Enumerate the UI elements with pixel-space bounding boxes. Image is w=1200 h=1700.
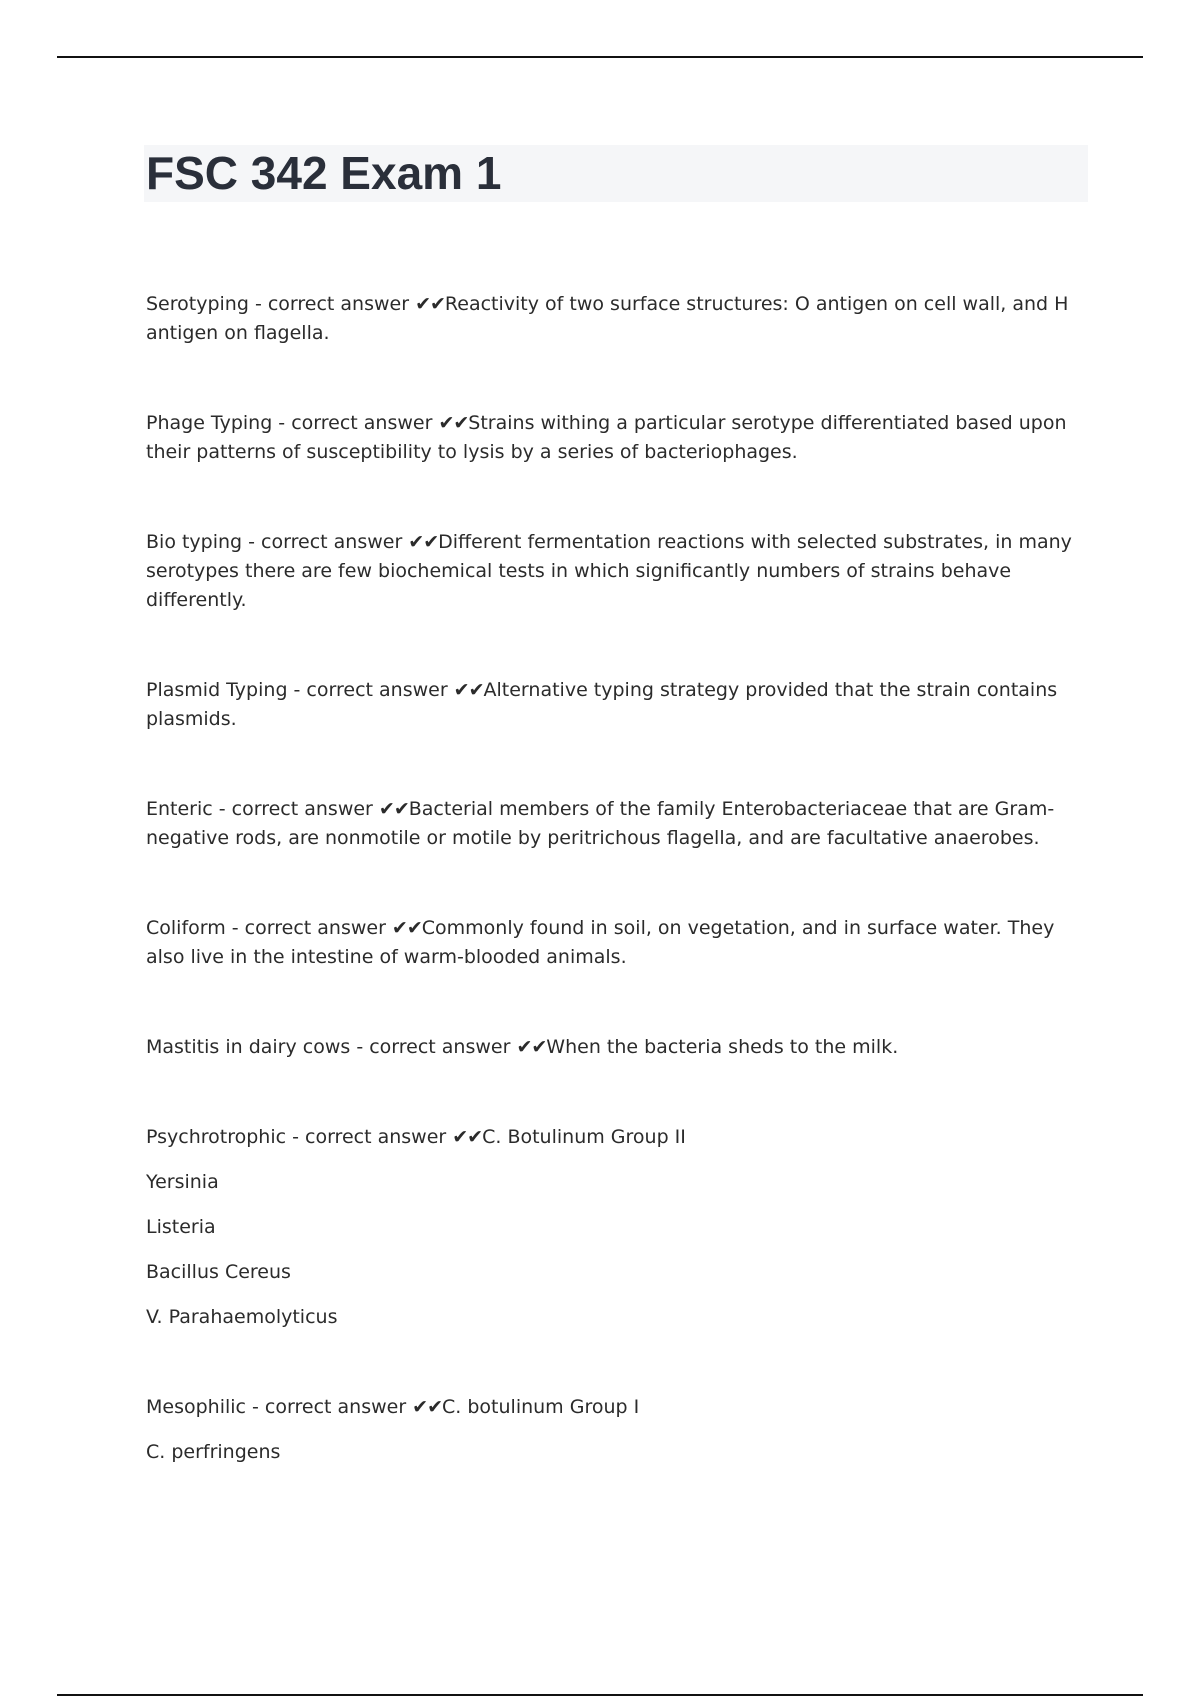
qa-separator: - correct answer [248, 293, 416, 315]
qa-extra-line: Yersinia [146, 1171, 219, 1193]
qa-entry [146, 409, 1090, 467]
qa-separator: - correct answer [350, 1036, 517, 1058]
qa-answer: Alternative typing strategy provided that the strain contains plasmids. [146, 679, 1058, 730]
qa-entry [146, 1393, 1090, 1467]
qa-term: Mastitis in dairy cows [146, 1036, 351, 1058]
qa-separator: - correct answer [286, 1126, 453, 1148]
qa-line [146, 795, 1090, 853]
qa-entry [146, 914, 1090, 972]
qa-term: Bio typing [146, 531, 243, 553]
qa-extra-line: Listeria [146, 1216, 216, 1238]
qa-answer: Bacterial members of the family Enterobacteriaceae that are Gram-negative rods, are nonmotile or motile by peritrichous flagella, and are facultative anaerobes. [146, 798, 1055, 849]
double-check-icon: ✔✔ [452, 1126, 483, 1148]
double-check-icon: ✔✔ [378, 798, 409, 820]
qa-entry [146, 1033, 1090, 1062]
qa-term: Mesophilic [146, 1396, 246, 1418]
qa-entry [146, 676, 1090, 734]
page-title: FSC 342 Exam 1 [146, 147, 502, 199]
qa-separator: - correct answer [272, 412, 439, 434]
qa-answer: Reactivity of two surface structures: O antigen on cell wall, and H antigen on flagella. [146, 293, 1069, 344]
qa-term: Phage Typing [146, 412, 273, 434]
qa-answer: When the bacteria sheds to the milk. [546, 1036, 899, 1058]
qa-line [146, 1393, 1090, 1422]
qa-entry [146, 795, 1090, 853]
double-check-icon: ✔✔ [516, 1036, 547, 1058]
qa-answer: C. Botulinum Group II [482, 1126, 686, 1148]
qa-term: Plasmid Typing [146, 679, 288, 701]
bottom-rule [57, 1694, 1143, 1696]
qa-answer: C. botulinum Group I [442, 1396, 640, 1418]
qa-extra-line: V. Parahaemolyticus [146, 1306, 338, 1328]
qa-answer: Different fermentation reactions with selected substrates, in many serotypes there are few biochemical tests in which significantly numbers of strains behave differently. [146, 531, 1072, 611]
qa-line [146, 409, 1090, 467]
qa-line [146, 914, 1090, 972]
qa-line [146, 1033, 1090, 1062]
qa-term: Coliform [146, 917, 226, 939]
qa-term: Serotyping [146, 293, 249, 315]
qa-extra-line: C. perfringens [146, 1441, 281, 1463]
top-rule [57, 56, 1143, 58]
qa-extra-line: Bacillus Cereus [146, 1261, 291, 1283]
qa-line [146, 528, 1090, 615]
double-check-icon: ✔✔ [453, 679, 484, 701]
double-check-icon: ✔✔ [408, 531, 439, 553]
qa-line [146, 676, 1090, 734]
qa-term: Psychrotrophic [146, 1126, 287, 1148]
qa-entry [146, 1123, 1090, 1332]
qa-separator: - correct answer [212, 798, 379, 820]
qa-line [146, 1123, 1090, 1152]
qa-term: Enteric [146, 798, 213, 820]
qa-answer: Strains withing a particular serotype differentiated based upon their patterns of susceptibility to lysis by a series of bacteriophages. [146, 412, 1067, 463]
double-check-icon: ✔✔ [412, 1396, 443, 1418]
qa-entry [146, 290, 1090, 348]
qa-separator: - correct answer [287, 679, 454, 701]
qa-entry [146, 528, 1090, 615]
qa-line [146, 290, 1090, 348]
double-check-icon: ✔✔ [438, 412, 469, 434]
qa-separator: - correct answer [242, 531, 409, 553]
qa-answer: Commonly found in soil, on vegetation, and in surface water. They also live in the intestine of warm-blooded animals. [146, 917, 1055, 968]
qa-list [146, 290, 1090, 1528]
qa-separator: - correct answer [246, 1396, 413, 1418]
qa-separator: - correct answer [225, 917, 392, 939]
double-check-icon: ✔✔ [391, 917, 422, 939]
double-check-icon: ✔✔ [415, 293, 445, 315]
